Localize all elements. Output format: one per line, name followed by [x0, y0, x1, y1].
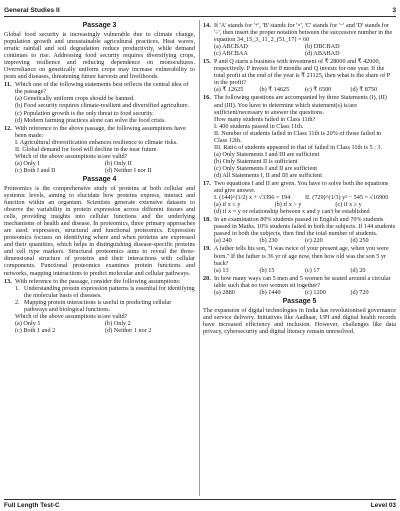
option: (c) ABCBAA [214, 50, 248, 58]
option: (b) Food security requires climate-resilient and diversified agriculture. [15, 102, 190, 110]
option: (d) Neither 1 nor 2 [105, 326, 152, 334]
option: (a) Only 1 [15, 319, 41, 327]
question-stem: The following questions are accompanied by three Statements (I), (II) and (III). You have to determine which statement(s) is/are sufficient/necessary to answer the questions. [214, 94, 387, 116]
assumption [4, 285, 195, 299]
question-11 [4, 81, 195, 95]
statement: III. Ratio of students appeared to that of failed in Class 11th is 5 : 3. [214, 143, 383, 151]
passage-5-title: Passage 5 [282, 297, 317, 305]
page-header [4, 4, 396, 16]
column-divider [199, 20, 200, 496]
assumption-number: 1. [15, 284, 20, 292]
option: (b) Only 2 [105, 319, 131, 327]
question-number: 20. [203, 274, 211, 282]
question-stem: If 'A' stands for '+', 'B' stands for '×', 'C' stands for '−' and 'D' stands for '÷', then insert the proper notation between the successive number in the equation 34_15_3_11_2_(51_17) = 60 [214, 22, 393, 44]
question-number: 17. [203, 180, 211, 188]
assumption: II. Global demand for food will decline in the near future. [15, 145, 158, 153]
question-number: 15. [203, 58, 211, 66]
options-grid [203, 267, 396, 274]
assumption-number: 2. [15, 298, 20, 306]
option: (d) All Statements I, II and III are sufficient [214, 171, 322, 179]
option: (b) ₹ 14625 [259, 86, 290, 94]
question-prompt: Which of the above assumptions is/are valid? [15, 152, 128, 160]
option: (a) 240 [214, 237, 232, 245]
question-13 [4, 278, 195, 285]
question-20 [203, 275, 396, 289]
option: (d) if x = y or relationship between x and y can't be established [214, 208, 370, 216]
header-rule [4, 16, 396, 17]
option: (c) 1200 [305, 288, 326, 296]
option: (a) 2880 [214, 288, 235, 296]
question-stem: In an examination 80% students passed in English and 70% students passed in Maths. 10% students failed in both the subjects. If 144 students passed in both the subjects, then find the total number of students. [214, 216, 396, 238]
question-18 [203, 216, 396, 237]
option: (b) Only Statement II is sufficient [214, 157, 298, 165]
option: (d) 250 [350, 237, 369, 245]
question-stem: In how many ways can 5 men and 5 women be seated around a circular table such that no two women sit together? [214, 274, 391, 289]
statement: II. Number of students failed in Class 11th is 20% of those failed in Class 12th. [214, 129, 382, 144]
question-stem: Two equations I and II are given. You have to solve both the equations and give answer. [214, 180, 389, 195]
equation-2: II. (729)^(1/3) y² − 545 = √16900 [305, 194, 389, 202]
options-grid [203, 86, 396, 93]
option: (c) ₹ 6500 [305, 86, 332, 94]
question-stem: A father tells his son, "I was twice of your present age, when you were born." If the father is 36 yr of age now, then how old was the son 5 yr back? [214, 245, 389, 267]
option: (b) if x > y [274, 201, 302, 209]
passage-4-text: Proteomics is the comprehensive study of proteins at both cellular and systemic levels, aiming to elucidate how proteins express, interact and function within an organism. Scientists generate extensive datasets to observe the variability in protein expression across different tissues and cells, providing insights into cellular functions and the underlying mechanisms of health and disease. In proteomics, three primary approaches are used: expression, structural and functional proteomics. Expression proteomics focuses on identifying where and when proteins are expressed and their quantities, which helps in distinguishing disease-specific proteins and cell type markers. Structural proteomics aims to reveal the three-dimensional structure of proteins and their interactions with cellular components. Functional proteomics examines protein functions and networks, mapping interactions to predict molecular and cellular pathways. [4, 184, 195, 277]
question-16 [203, 94, 396, 115]
assumption: I. Agricultural diversification enhances resilience to climate risks. [15, 138, 178, 146]
option: (d) Modern farming practices alone can solve the food crisis. [15, 116, 166, 124]
option: (a) Genetically uniform crops should be banned. [15, 95, 135, 103]
option: (a) Only I [15, 159, 40, 167]
option: (a) 13 [214, 266, 229, 274]
page-footer [4, 501, 396, 510]
option: (d) ₹ 8750 [350, 86, 378, 94]
question-stem: Which one of the following statements best reflects the central idea of the passage? [15, 81, 189, 96]
options-grid [203, 201, 396, 208]
question-19 [203, 245, 396, 266]
question-stem: With reference to the above passage, the following assumptions have been made: [15, 124, 186, 139]
option: (b) 230 [259, 237, 278, 245]
question-number: 18. [203, 216, 211, 224]
options-grid [203, 43, 396, 57]
passage-3-text: Global food security is increasingly vulnerable due to climate change, population growth and unsustainable agricultural practices. Heat waves, erratic rainfall and soil degradation reduce productivity, while demand continues to rise. Addressing food security requires diversifying crops, improving resilience and reducing dependence on monocultures. Overreliance on genetically uniform crops may increase vulnerability to pests and diseases, threatening future harvests and livelihoods. [4, 31, 195, 81]
option: (c) if x ≥ y [335, 201, 362, 209]
option: (a) ₹ 12625 [214, 86, 244, 94]
passage-4-title: Passage 4 [82, 175, 117, 183]
question-12 [4, 125, 195, 139]
question-stem: P and Q starts a business with investment of ₹ 28000 and ₹ 42000, respectively. P invests for 8 months and Q invests for one year. If the total profit at the end of the year is ₹ 21125, then what is the share of P in the profit? [214, 58, 390, 87]
option: (b) 15 [259, 266, 275, 274]
question-number: 12. [4, 124, 12, 132]
question-text: How many students failed in Class 11th? [214, 115, 316, 123]
question-number: 16. [203, 94, 211, 102]
option: (c) 220 [305, 237, 323, 245]
equations [203, 194, 396, 201]
question-14 [203, 22, 396, 43]
question-17 [203, 180, 396, 194]
option: (b) Only II [105, 159, 132, 167]
option: (b) DBCBAD [305, 43, 340, 51]
page-number: 3 [392, 6, 396, 14]
option: (d) 20 [350, 266, 366, 274]
question-prompt: Which of the above assumptions is/are valid? [15, 312, 128, 320]
passage-3-title: Passage 3 [82, 22, 117, 29]
options-grid [4, 320, 195, 334]
assumption-text: Mapping protein interactions is useful in predicting cellular pathways and biological functions. [24, 298, 172, 313]
question-number: 13. [4, 277, 12, 285]
question-number: 11. [4, 81, 12, 89]
option: (a) ABCBAD [214, 43, 248, 51]
question-number: 14. [203, 22, 211, 29]
option: (c) Only Statements I and II are sufficient [214, 164, 318, 172]
option: (d) Neither I nor II [105, 166, 152, 174]
option: (c) Population growth is the only threat to food security. [15, 109, 154, 117]
question-15 [203, 58, 396, 86]
footer-rule [4, 499, 396, 500]
assumption [4, 299, 195, 313]
option: (c) Both 1 and 2 [15, 326, 56, 334]
assumption-text: Understanding protein expression patterns is essential for identifying the molecular basis of diseases. [24, 284, 195, 299]
option: (d) ABABAD [305, 50, 340, 58]
statement: I. 400 students passed in Class 11th. [214, 122, 304, 130]
passage-5-text: The expansion of digital technologies in India has revolutionised governance and service delivery. Initiatives like Aadhaar, UPI and digital health records have increased efficiency and inclusion. However, challenges like data privacy, cybersecurity and digital literacy remain unresolved. [203, 306, 396, 335]
equation-1: I. (144)^(1/2) x + √3396 = 194 [214, 194, 291, 202]
left-column [4, 22, 195, 334]
option: (c) Both I and II [15, 166, 56, 174]
question-stem: With reference to the passage, consider the following assumptions: [15, 277, 181, 285]
question-number: 19. [203, 245, 211, 253]
options-grid [203, 289, 396, 296]
header-subject: General Studies II [4, 6, 60, 14]
option: (b) 1440 [259, 288, 281, 296]
option: (a) Only Statements I and III are sufficient [214, 150, 320, 158]
option: (d) 720 [350, 288, 369, 296]
options-grid [4, 160, 195, 174]
options-grid [203, 237, 396, 244]
right-column [203, 22, 396, 335]
option: (a) if x ≤ y [214, 201, 241, 209]
footer-level: Level 03 [370, 502, 396, 509]
option: (c) 17 [305, 266, 320, 274]
footer-test-name: Full Length Test-C [4, 502, 60, 509]
